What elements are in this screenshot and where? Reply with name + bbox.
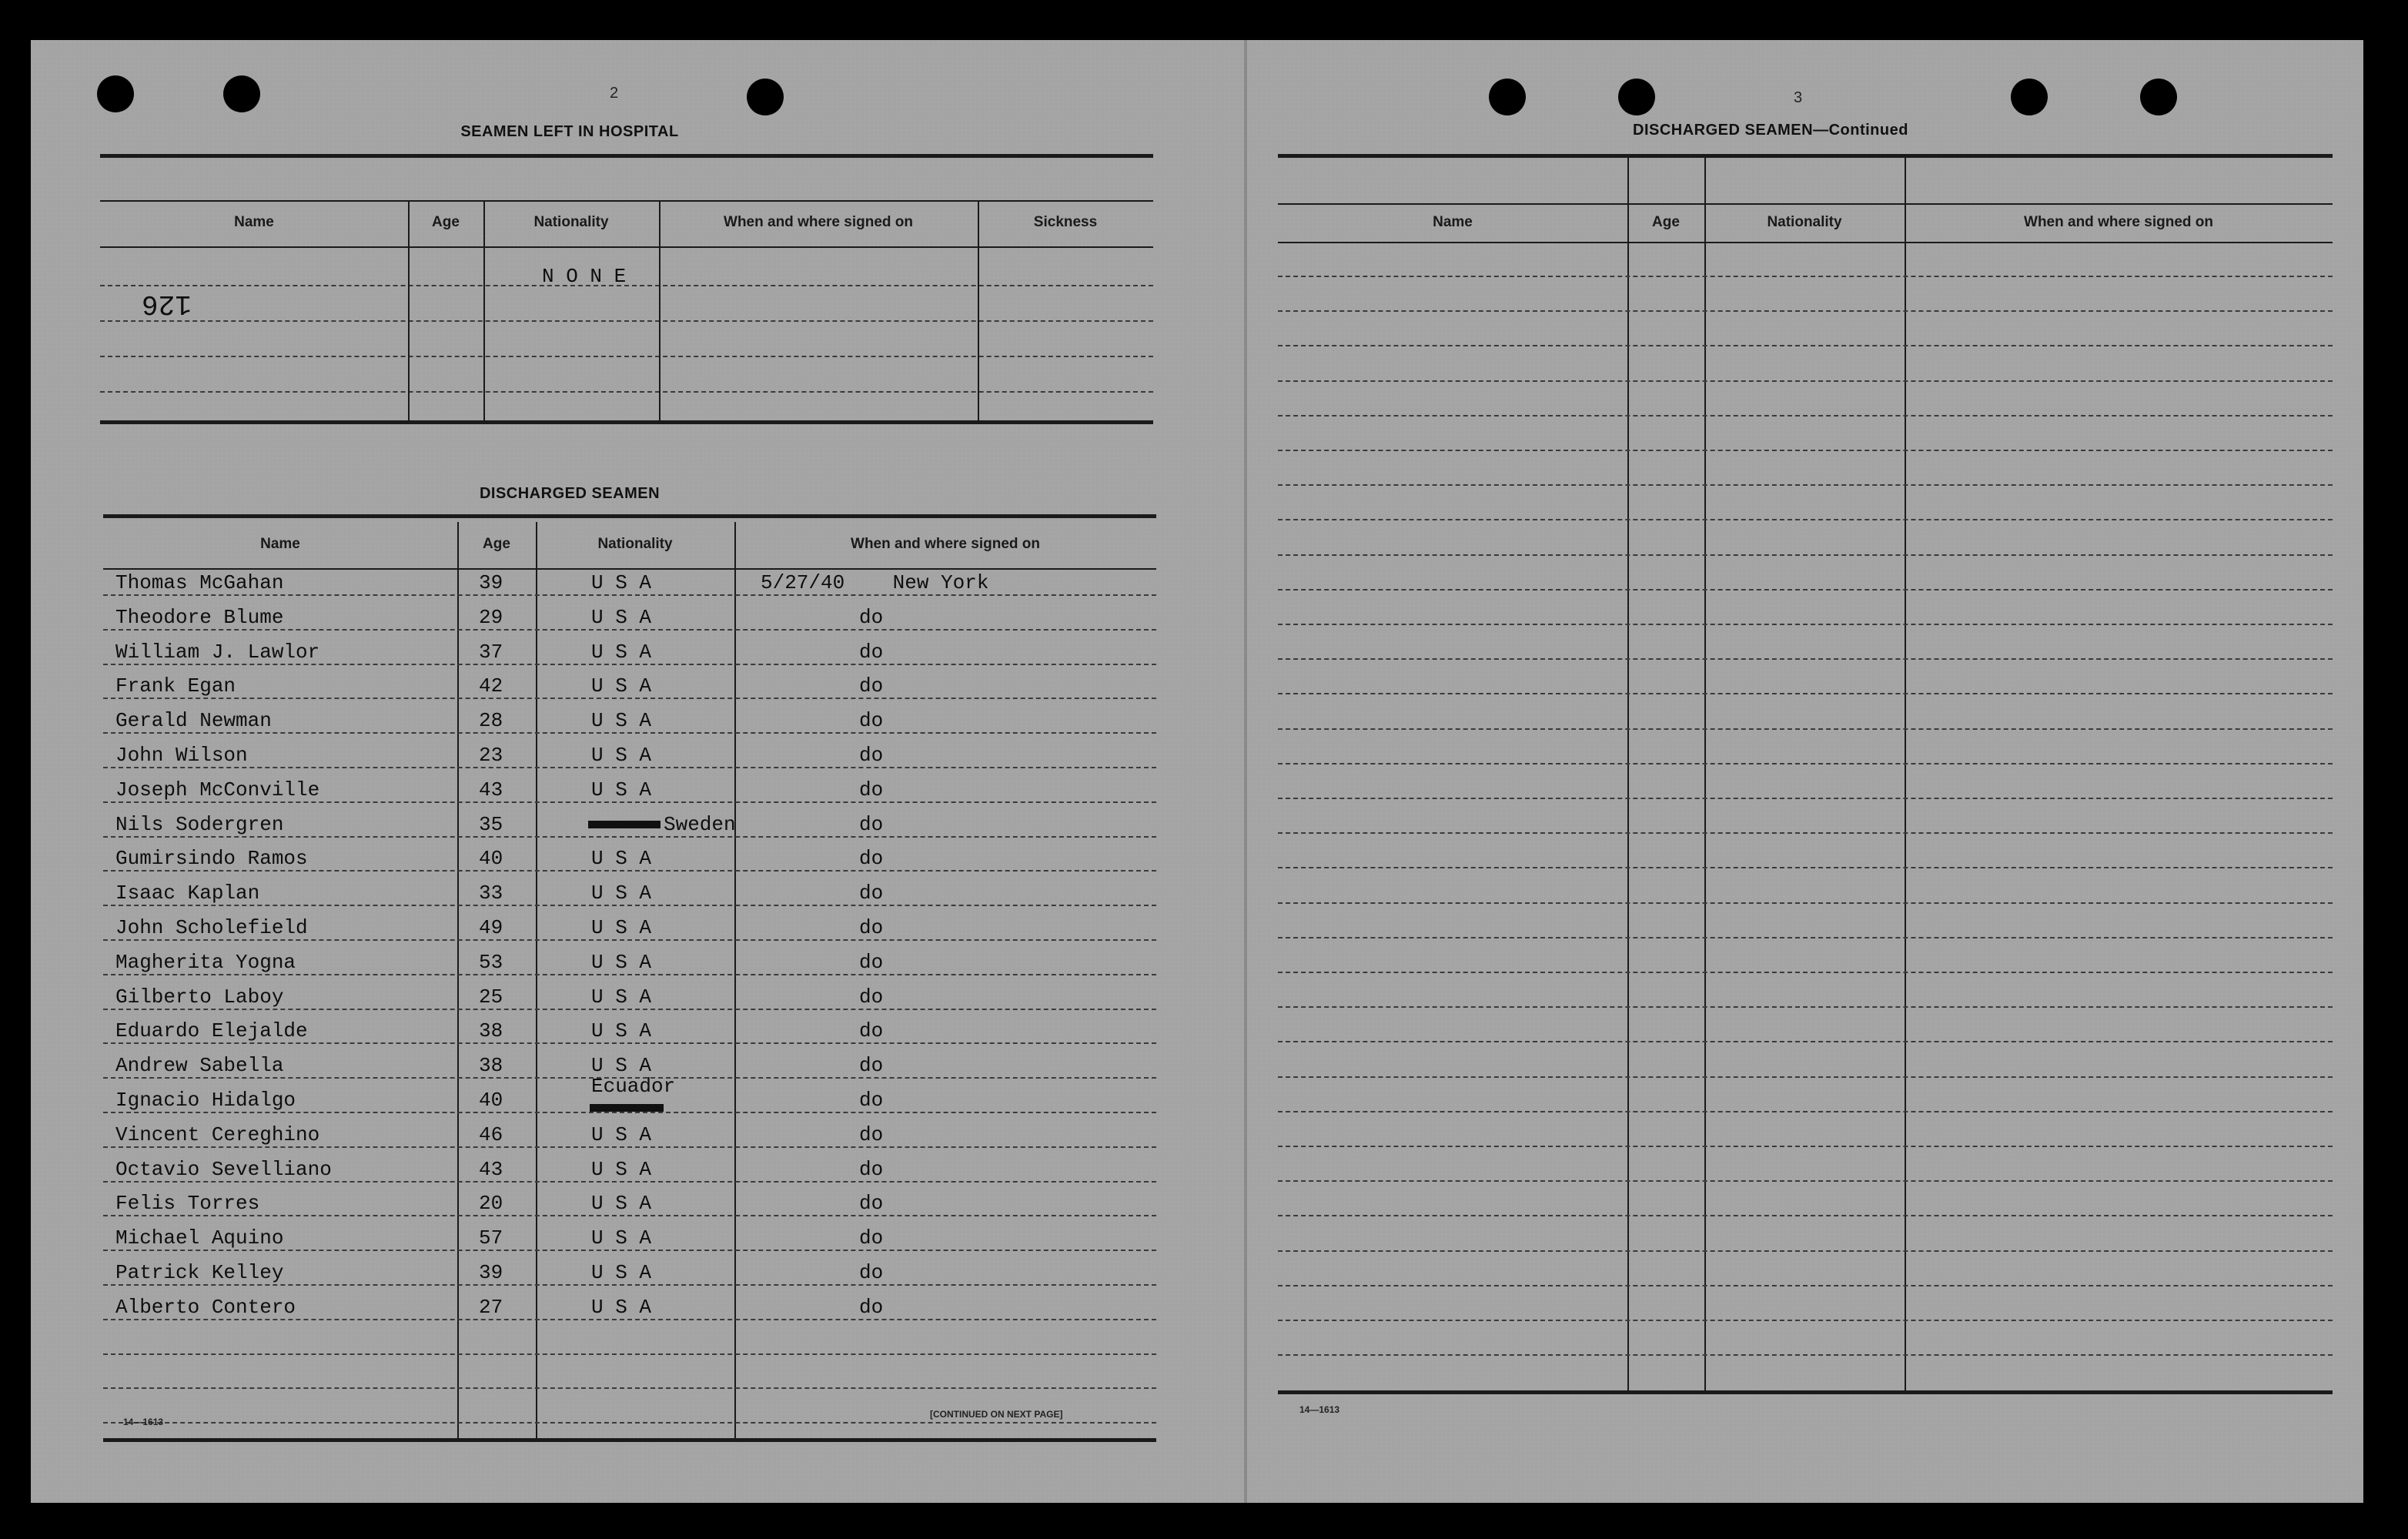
punch-hole xyxy=(97,75,134,112)
form-number: 14—1613 xyxy=(1299,1404,1340,1415)
row-line xyxy=(1278,1041,2333,1042)
column-divider xyxy=(536,522,537,1438)
row-line xyxy=(1278,972,2333,973)
seaman-nationality: U S A xyxy=(591,1123,652,1146)
column-header-name: Name xyxy=(260,536,300,552)
row-line xyxy=(100,320,1153,322)
row-line xyxy=(103,732,1156,734)
row-line xyxy=(1278,937,2333,938)
seaman-age: 29 xyxy=(479,606,503,629)
column-divider xyxy=(978,200,979,422)
table-rule xyxy=(103,514,1156,518)
signed-on-entry: do xyxy=(859,1019,884,1042)
row-line xyxy=(103,1112,1156,1113)
table-rule xyxy=(1278,203,2333,205)
seaman-age: 27 xyxy=(479,1296,503,1319)
row-line xyxy=(103,1422,1156,1424)
punch-hole xyxy=(747,79,784,115)
row-line xyxy=(1278,1215,2333,1216)
seaman-age: 37 xyxy=(479,641,503,664)
column-header-signed-on: When and where signed on xyxy=(724,214,913,230)
column-divider xyxy=(659,200,661,422)
seaman-nationality: U S A xyxy=(591,1296,652,1319)
seaman-age: 20 xyxy=(479,1192,503,1215)
row-line xyxy=(1278,658,2333,660)
column-header-nationality: Nationality xyxy=(1767,214,1842,230)
row-line xyxy=(100,356,1153,357)
page-number: 2 xyxy=(610,85,619,102)
signed-on-entry: do xyxy=(859,951,884,974)
seaman-nationality: U S A xyxy=(591,1226,652,1250)
seaman-name: Patrick Kelley xyxy=(115,1261,284,1284)
signed-on-entry: do xyxy=(859,674,884,698)
signed-on-entry: do xyxy=(859,709,884,732)
row-line xyxy=(1278,554,2333,556)
column-divider xyxy=(483,200,485,422)
row-line xyxy=(100,391,1153,393)
seaman-name: Frank Egan xyxy=(115,674,236,698)
signed-on-entry: do xyxy=(859,1054,884,1077)
row-line xyxy=(103,698,1156,699)
row-line xyxy=(1278,380,2333,382)
seaman-nationality: U S A xyxy=(591,916,652,939)
column-header-age: Age xyxy=(483,536,510,552)
column-divider xyxy=(1627,156,1629,1390)
row-line xyxy=(100,285,1153,286)
seaman-nationality: U S A xyxy=(591,571,652,594)
continued-note: [CONTINUED ON NEXT PAGE] xyxy=(930,1409,1063,1420)
table-rule xyxy=(1278,242,2333,243)
column-divider xyxy=(408,200,410,422)
seaman-nationality: U S A xyxy=(591,951,652,974)
row-line xyxy=(1278,345,2333,346)
row-line xyxy=(1278,902,2333,904)
table-rule xyxy=(1278,1390,2333,1394)
row-line xyxy=(1278,589,2333,591)
row-line xyxy=(1278,693,2333,694)
seaman-name: Gumirsindo Ramos xyxy=(115,847,308,870)
seaman-name: Alberto Contero xyxy=(115,1296,296,1319)
signed-on-entry: do xyxy=(859,1089,884,1112)
row-line xyxy=(103,1042,1156,1044)
row-line xyxy=(103,1181,1156,1183)
row-line xyxy=(1278,867,2333,868)
row-line xyxy=(1278,1285,2333,1286)
row-line xyxy=(103,594,1156,596)
seaman-nationality: U S A xyxy=(591,985,652,1009)
seaman-age: 33 xyxy=(479,882,503,905)
seaman-nationality: U S A xyxy=(591,1158,652,1181)
row-line xyxy=(1278,728,2333,730)
row-line xyxy=(103,1353,1156,1355)
signed-on-entry: do xyxy=(859,916,884,939)
punch-hole xyxy=(1618,79,1655,115)
seaman-nationality: U S A xyxy=(591,1261,652,1284)
seaman-nationality: U S A xyxy=(591,1192,652,1215)
row-line xyxy=(1278,1076,2333,1078)
table-rule xyxy=(100,246,1153,248)
seaman-nationality: U S A xyxy=(591,606,652,629)
row-line xyxy=(1278,450,2333,451)
seaman-name: Theodore Blume xyxy=(115,606,284,629)
seaman-age: 42 xyxy=(479,674,503,698)
row-line xyxy=(103,1250,1156,1251)
row-line xyxy=(103,1146,1156,1148)
seaman-nationality: U S A xyxy=(591,778,652,801)
seaman-name: John Scholefield xyxy=(115,916,308,939)
column-header-age: Age xyxy=(432,214,460,230)
seaman-age: 57 xyxy=(479,1226,503,1250)
table-rule xyxy=(1278,154,2333,158)
signed-on-entry: do xyxy=(859,1261,884,1284)
seaman-nationality: Ecuador xyxy=(591,1075,676,1098)
continued-section-title: DISCHARGED SEAMEN—Continued xyxy=(1633,122,1908,139)
row-line xyxy=(103,629,1156,631)
row-line xyxy=(103,1009,1156,1010)
seaman-nationality: U S A xyxy=(591,1054,652,1077)
row-line xyxy=(1278,1250,2333,1252)
seaman-age: 28 xyxy=(479,709,503,732)
column-divider xyxy=(1905,156,1906,1390)
signed-on-entry: do xyxy=(859,1123,884,1146)
row-line xyxy=(1278,624,2333,625)
seaman-age: 38 xyxy=(479,1054,503,1077)
hospital-none-entry: N O N E xyxy=(542,265,627,288)
signed-on-entry: do xyxy=(859,1192,884,1215)
row-line xyxy=(1278,276,2333,277)
row-line xyxy=(103,974,1156,975)
column-header-name: Name xyxy=(1433,214,1473,230)
seaman-nationality: U S A xyxy=(591,641,652,664)
seaman-nationality: U S A xyxy=(591,882,652,905)
document-sheet xyxy=(31,40,2363,1503)
row-line xyxy=(103,801,1156,803)
form-number: 14—1613 xyxy=(123,1417,164,1427)
signed-on-entry: do xyxy=(859,1158,884,1181)
margin-note: 126 xyxy=(142,288,192,320)
seaman-age: 40 xyxy=(479,1089,503,1112)
signed-on-entry: do xyxy=(859,744,884,767)
row-line xyxy=(103,1215,1156,1216)
punch-hole xyxy=(1489,79,1526,115)
row-line xyxy=(1278,519,2333,520)
column-header-nationality: Nationality xyxy=(533,214,609,230)
seaman-name: Thomas McGahan xyxy=(115,571,284,594)
row-line xyxy=(103,1387,1156,1389)
seaman-age: 43 xyxy=(479,1158,503,1181)
seaman-age: 23 xyxy=(479,744,503,767)
page-number: 3 xyxy=(1794,89,1803,106)
column-header-sickness: Sickness xyxy=(1033,214,1098,230)
row-line xyxy=(103,1284,1156,1286)
row-line xyxy=(1278,832,2333,834)
seaman-nationality: U S A xyxy=(591,744,652,767)
seaman-name: Joseph McConville xyxy=(115,778,320,801)
page-fold xyxy=(1244,40,1247,1503)
seaman-age: 35 xyxy=(479,813,503,836)
column-divider xyxy=(457,522,459,1438)
seaman-name: Vincent Cereghino xyxy=(115,1123,320,1146)
seaman-nationality: U S A xyxy=(591,709,652,732)
seaman-name: Gilberto Laboy xyxy=(115,985,284,1009)
seaman-name: Octavio Sevelliano xyxy=(115,1158,332,1181)
column-header-signed-on: When and where signed on xyxy=(851,536,1040,552)
seaman-name: Eduardo Elejalde xyxy=(115,1019,308,1042)
punch-hole xyxy=(2011,79,2048,115)
signed-on-entry: do xyxy=(859,813,884,836)
seaman-age: 53 xyxy=(479,951,503,974)
seaman-nationality: U S A xyxy=(591,1019,652,1042)
seaman-age: 39 xyxy=(479,1261,503,1284)
seaman-nationality: U S A xyxy=(591,674,652,698)
signed-on-entry: do xyxy=(859,1296,884,1319)
seaman-nationality: Sweden xyxy=(664,813,736,836)
column-header-nationality: Nationality xyxy=(597,536,673,552)
row-line xyxy=(1278,1180,2333,1182)
seaman-name: Michael Aquino xyxy=(115,1226,284,1250)
row-line xyxy=(103,664,1156,665)
hospital-section-title: SEAMEN LEFT IN HOSPITAL xyxy=(460,123,679,140)
column-header-age: Age xyxy=(1652,214,1680,230)
table-rule xyxy=(103,568,1156,570)
row-line xyxy=(1278,1354,2333,1356)
column-header-name: Name xyxy=(234,214,274,230)
column-divider xyxy=(1704,156,1706,1390)
seaman-age: 40 xyxy=(479,847,503,870)
seaman-age: 49 xyxy=(479,916,503,939)
seaman-name: John Wilson xyxy=(115,744,248,767)
row-line xyxy=(1278,798,2333,799)
struck-out-text xyxy=(590,1104,664,1112)
seaman-name: Ignacio Hidalgo xyxy=(115,1089,296,1112)
signed-on-entry: do xyxy=(859,882,884,905)
punch-hole xyxy=(2140,79,2177,115)
table-rule xyxy=(103,1438,1156,1442)
seaman-name: Andrew Sabella xyxy=(115,1054,284,1077)
row-line xyxy=(1278,415,2333,417)
seaman-age: 43 xyxy=(479,778,503,801)
row-line xyxy=(103,939,1156,941)
row-line xyxy=(103,767,1156,768)
table-rule xyxy=(100,420,1153,424)
signed-on-entry: do xyxy=(859,985,884,1009)
seaman-name: Gerald Newman xyxy=(115,709,272,732)
seaman-age: 39 xyxy=(479,571,503,594)
row-line xyxy=(1278,484,2333,486)
signed-on-entry: do xyxy=(859,641,884,664)
row-line xyxy=(103,1319,1156,1320)
table-rule xyxy=(100,200,1153,202)
row-line xyxy=(1278,310,2333,312)
column-divider xyxy=(734,522,736,1438)
signed-on-entry: do xyxy=(859,1226,884,1250)
seaman-name: William J. Lawlor xyxy=(115,641,320,664)
seaman-name: Magherita Yogna xyxy=(115,951,296,974)
seaman-age: 38 xyxy=(479,1019,503,1042)
signed-on-entry: do xyxy=(859,847,884,870)
row-line xyxy=(1278,1320,2333,1321)
table-rule xyxy=(100,154,1153,158)
row-line xyxy=(1278,763,2333,764)
struck-out-text xyxy=(588,821,661,828)
seaman-nationality: U S A xyxy=(591,847,652,870)
row-line xyxy=(1278,1111,2333,1112)
row-line xyxy=(103,836,1156,838)
row-line xyxy=(1278,1146,2333,1147)
seaman-age: 25 xyxy=(479,985,503,1009)
signed-on-entry: do xyxy=(859,778,884,801)
row-line xyxy=(103,905,1156,906)
punch-hole xyxy=(223,75,260,112)
discharged-section-title: DISCHARGED SEAMEN xyxy=(479,485,661,502)
row-line xyxy=(1278,1006,2333,1008)
seaman-name: Felis Torres xyxy=(115,1192,260,1215)
seaman-age: 46 xyxy=(479,1123,503,1146)
signed-on-entry: do xyxy=(859,606,884,629)
seaman-name: Isaac Kaplan xyxy=(115,882,260,905)
column-header-signed-on: When and where signed on xyxy=(2024,214,2213,230)
seaman-name: Nils Sodergren xyxy=(115,813,284,836)
row-line xyxy=(103,870,1156,872)
signed-on-entry: 5/27/40 New York xyxy=(761,571,989,594)
